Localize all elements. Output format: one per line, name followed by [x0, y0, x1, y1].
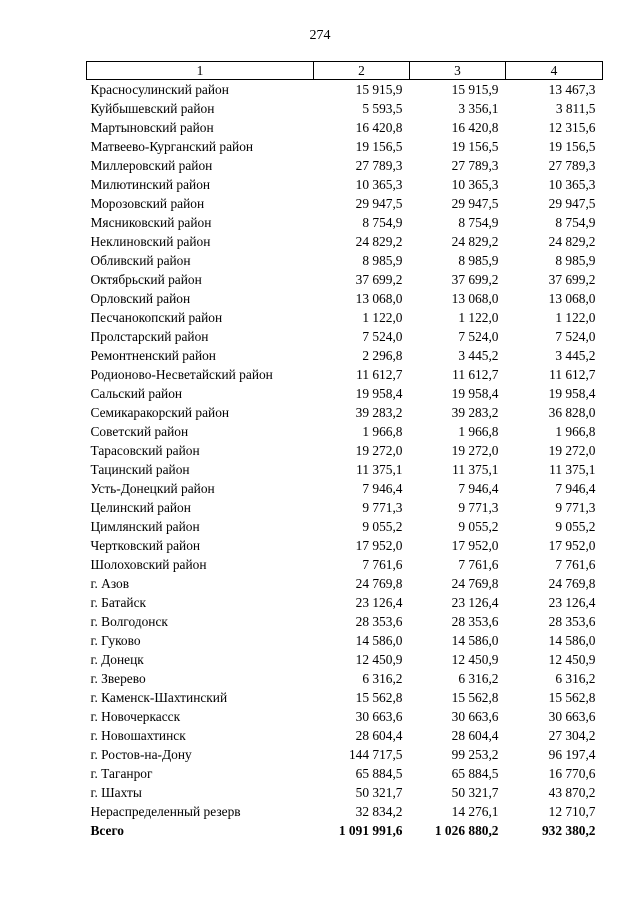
row-value-col3: 28 353,6	[451, 614, 499, 629]
row-value-col2: 19 272,0	[355, 443, 403, 458]
row-label: Мартыновский район	[90, 120, 214, 135]
row-value-col4: 19 958,4	[548, 386, 596, 401]
row-value-col2: 7 946,4	[362, 481, 403, 496]
header-row	[87, 62, 603, 80]
row-value-col4: 27 304,2	[548, 728, 596, 743]
row-value-col3: 24 769,8	[451, 576, 499, 591]
total-value-col2: 1 091 991,6	[338, 823, 403, 838]
row-value-col2: 8 985,9	[362, 253, 403, 268]
row-label: Усть-Донецкий район	[90, 481, 215, 496]
row-value-col2: 24 769,8	[355, 576, 403, 591]
table-row	[87, 688, 603, 707]
row-value-col2: 50 321,7	[355, 785, 403, 800]
row-value-col2: 19 958,4	[355, 386, 403, 401]
row-value-col2: 28 353,6	[355, 614, 403, 629]
row-value-col3: 1 122,0	[458, 310, 499, 325]
row-value-col4: 12 710,7	[548, 804, 596, 819]
total-row	[87, 821, 603, 840]
row-value-col4: 13 467,3	[548, 82, 596, 97]
budget-table	[86, 61, 603, 840]
row-value-col4: 13 068,0	[548, 291, 596, 306]
row-value-col2: 29 947,5	[355, 196, 403, 211]
table-row	[87, 783, 603, 802]
page-number: 274	[309, 28, 331, 43]
table-row	[87, 232, 603, 251]
row-label: Чертковский район	[90, 538, 201, 553]
row-value-col3: 27 789,3	[451, 158, 499, 173]
table-row	[87, 574, 603, 593]
row-value-col3: 39 283,2	[451, 405, 499, 420]
row-value-col2: 9 055,2	[362, 519, 403, 534]
row-value-col4: 11 612,7	[549, 367, 596, 382]
table-row	[87, 707, 603, 726]
row-value-col3: 9 055,2	[458, 519, 499, 534]
row-value-col3: 14 276,1	[451, 804, 499, 819]
row-value-col2: 14 586,0	[355, 633, 403, 648]
table-row	[87, 441, 603, 460]
row-value-col3: 8 985,9	[458, 253, 499, 268]
table-row	[87, 327, 603, 346]
row-value-col2: 15 562,8	[355, 690, 403, 705]
row-label: Ремонтненский район	[90, 348, 216, 363]
row-value-col2: 39 283,2	[355, 405, 403, 420]
row-value-col4: 7 524,0	[555, 329, 596, 344]
row-value-col3: 10 365,3	[451, 177, 499, 192]
table-row	[87, 422, 603, 441]
table-row	[87, 137, 603, 156]
row-label: г. Азов	[90, 576, 130, 591]
table-row	[87, 593, 603, 612]
row-value-col3: 1 966,8	[458, 424, 499, 439]
row-label: Матвеево-Курганский район	[90, 139, 254, 154]
row-value-col3: 19 272,0	[451, 443, 499, 458]
table-row	[87, 384, 603, 403]
row-value-col4: 19 156,5	[548, 139, 596, 154]
row-value-col2: 32 834,2	[355, 804, 403, 819]
row-value-col3: 7 761,6	[458, 557, 499, 572]
row-value-col2: 11 375,1	[356, 462, 403, 477]
row-value-col4: 7 946,4	[555, 481, 596, 496]
row-value-col4: 15 562,8	[548, 690, 596, 705]
table-row	[87, 289, 603, 308]
row-value-col3: 6 316,2	[458, 671, 499, 686]
row-label: Сальский район	[90, 386, 183, 401]
row-value-col2: 15 915,9	[355, 82, 403, 97]
table-row	[87, 802, 603, 821]
row-label: Песчанокопский район	[90, 310, 223, 325]
row-value-col2: 7 761,6	[362, 557, 403, 572]
row-value-col2: 12 450,9	[355, 652, 403, 667]
table-row	[87, 536, 603, 555]
row-label: Милютинский район	[90, 177, 211, 192]
table-row	[87, 460, 603, 479]
row-value-col3: 19 156,5	[451, 139, 499, 154]
row-value-col3: 12 450,9	[451, 652, 499, 667]
row-value-col4: 16 770,6	[548, 766, 596, 781]
row-value-col4: 24 769,8	[548, 576, 596, 591]
row-value-col3: 11 612,7	[452, 367, 499, 382]
row-value-col2: 27 789,3	[355, 158, 403, 173]
row-value-col3: 29 947,5	[451, 196, 499, 211]
table-row	[87, 669, 603, 688]
table-row	[87, 156, 603, 175]
row-value-col3: 15 915,9	[451, 82, 499, 97]
row-value-col2: 5 593,5	[362, 101, 403, 116]
table-row	[87, 555, 603, 574]
row-value-col2: 11 612,7	[356, 367, 403, 382]
row-value-col3: 30 663,6	[451, 709, 499, 724]
row-value-col2: 144 717,5	[348, 747, 403, 762]
row-value-col4: 7 761,6	[555, 557, 596, 572]
row-value-col4: 29 947,5	[548, 196, 596, 211]
row-label: Семикаракорский район	[90, 405, 230, 420]
column-header-1: 1	[87, 62, 314, 80]
row-value-col4: 27 789,3	[548, 158, 596, 173]
row-label: Целинский район	[90, 500, 191, 515]
table-row	[87, 346, 603, 365]
row-label: Красносулинский район	[90, 82, 229, 97]
row-value-col2: 23 126,4	[355, 595, 403, 610]
row-value-col4: 9 055,2	[555, 519, 596, 534]
column-header-2: 2	[314, 62, 410, 80]
row-value-col4: 3 811,5	[555, 101, 596, 116]
row-value-col4: 14 586,0	[548, 633, 596, 648]
row-label: Морозовский район	[90, 196, 205, 211]
row-value-col3: 15 562,8	[451, 690, 499, 705]
row-label: Тарасовский район	[90, 443, 200, 458]
row-value-col4: 8 985,9	[555, 253, 596, 268]
table-row	[87, 650, 603, 669]
table-row	[87, 498, 603, 517]
row-value-col4: 9 771,3	[555, 500, 596, 515]
row-value-col4: 8 754,9	[555, 215, 596, 230]
row-value-col2: 17 952,0	[355, 538, 403, 553]
row-value-col4: 12 315,6	[548, 120, 596, 135]
table-row	[87, 251, 603, 270]
table-row	[87, 270, 603, 289]
table-row	[87, 726, 603, 745]
row-value-col2: 9 771,3	[362, 500, 403, 515]
row-value-col3: 19 958,4	[451, 386, 499, 401]
row-value-col4: 96 197,4	[548, 747, 596, 762]
table-row	[87, 764, 603, 783]
row-label: Нераспределенный резерв	[90, 804, 241, 819]
table-row	[87, 403, 603, 422]
row-label: г. Шахты	[90, 785, 142, 800]
row-label: Родионово-Несветайский район	[90, 367, 273, 382]
row-value-col2: 8 754,9	[362, 215, 403, 230]
row-value-col2: 10 365,3	[355, 177, 403, 192]
table-row	[87, 80, 603, 100]
table-row	[87, 745, 603, 764]
row-value-col2: 6 316,2	[362, 671, 403, 686]
table-body	[87, 80, 603, 841]
table-row	[87, 612, 603, 631]
row-value-col4: 23 126,4	[548, 595, 596, 610]
row-value-col2: 65 884,5	[355, 766, 403, 781]
row-value-col3: 99 253,2	[451, 747, 499, 762]
row-label: г. Донецк	[90, 652, 144, 667]
row-value-col3: 7 946,4	[458, 481, 499, 496]
row-label: Мясниковский район	[90, 215, 212, 230]
row-value-col4: 24 829,2	[548, 234, 596, 249]
row-value-col3: 17 952,0	[451, 538, 499, 553]
row-label: г. Новочеркасск	[90, 709, 181, 724]
row-label: Октябрьский район	[90, 272, 202, 287]
row-value-col3: 28 604,4	[451, 728, 499, 743]
table-row	[87, 99, 603, 118]
row-label: Обливский район	[90, 253, 191, 268]
row-label: г. Батайск	[90, 595, 147, 610]
table-row	[87, 118, 603, 137]
row-label: Пролстарский район	[90, 329, 209, 344]
row-value-col4: 1 122,0	[555, 310, 596, 325]
row-label: г. Новошахтинск	[90, 728, 186, 743]
row-value-col2: 1 966,8	[362, 424, 403, 439]
row-value-col3: 24 829,2	[451, 234, 499, 249]
row-value-col2: 24 829,2	[355, 234, 403, 249]
row-label: г. Волгодонск	[90, 614, 168, 629]
row-value-col2: 30 663,6	[355, 709, 403, 724]
row-label: Куйбышевский район	[90, 101, 215, 116]
row-value-col4: 43 870,2	[548, 785, 596, 800]
row-value-col4: 1 966,8	[555, 424, 596, 439]
row-label: Цимлянский район	[90, 519, 200, 534]
table-row	[87, 631, 603, 650]
row-value-col3: 8 754,9	[458, 215, 499, 230]
total-value-col3: 1 026 880,2	[434, 823, 499, 838]
table-row	[87, 213, 603, 232]
row-label: Советский район	[90, 424, 189, 439]
row-value-col3: 23 126,4	[451, 595, 499, 610]
row-label: Тацинский район	[90, 462, 190, 477]
row-value-col2: 2 296,8	[362, 348, 403, 363]
row-value-col3: 14 586,0	[451, 633, 499, 648]
row-value-col3: 3 445,2	[458, 348, 499, 363]
table-row	[87, 308, 603, 327]
table-row	[87, 479, 603, 498]
row-label: Орловский район	[90, 291, 191, 306]
row-value-col3: 50 321,7	[451, 785, 499, 800]
column-header-3: 3	[410, 62, 506, 80]
table-row	[87, 365, 603, 384]
column-header-4: 4	[506, 62, 603, 80]
row-value-col4: 36 828,0	[548, 405, 596, 420]
row-value-col3: 9 771,3	[458, 500, 499, 515]
row-value-col4: 37 699,2	[548, 272, 596, 287]
total-value-col4: 932 380,2	[541, 823, 596, 838]
table-row	[87, 194, 603, 213]
table-row	[87, 175, 603, 194]
table-row	[87, 517, 603, 536]
row-value-col2: 37 699,2	[355, 272, 403, 287]
row-label: Миллеровский район	[90, 158, 213, 173]
row-value-col3: 65 884,5	[451, 766, 499, 781]
row-value-col2: 1 122,0	[362, 310, 403, 325]
row-value-col3: 37 699,2	[451, 272, 499, 287]
row-value-col2: 13 068,0	[355, 291, 403, 306]
row-value-col4: 3 445,2	[555, 348, 596, 363]
row-label: г. Зверево	[90, 671, 146, 686]
budget-table-container	[86, 61, 602, 840]
row-value-col3: 7 524,0	[458, 329, 499, 344]
row-label: г. Ростов-на-Дону	[90, 747, 192, 762]
row-value-col4: 6 316,2	[555, 671, 596, 686]
row-label: г. Таганрог	[90, 766, 153, 781]
row-value-col3: 16 420,8	[451, 120, 499, 135]
row-value-col3: 11 375,1	[452, 462, 499, 477]
row-value-col4: 11 375,1	[549, 462, 596, 477]
row-label: Шолоховский район	[90, 557, 207, 572]
row-value-col4: 30 663,6	[548, 709, 596, 724]
row-label: г. Гуково	[90, 633, 141, 648]
total-label: Всего	[90, 823, 124, 838]
row-value-col4: 28 353,6	[548, 614, 596, 629]
row-value-col2: 16 420,8	[355, 120, 403, 135]
row-value-col3: 13 068,0	[451, 291, 499, 306]
row-label: Неклиновский район	[90, 234, 211, 249]
row-value-col2: 7 524,0	[362, 329, 403, 344]
row-value-col3: 3 356,1	[458, 101, 499, 116]
row-value-col4: 10 365,3	[548, 177, 596, 192]
table-header	[87, 62, 603, 80]
row-value-col4: 19 272,0	[548, 443, 596, 458]
row-value-col4: 12 450,9	[548, 652, 596, 667]
row-value-col2: 28 604,4	[355, 728, 403, 743]
row-value-col2: 19 156,5	[355, 139, 403, 154]
row-value-col4: 17 952,0	[548, 538, 596, 553]
row-label: г. Каменск-Шахтинский	[90, 690, 228, 705]
